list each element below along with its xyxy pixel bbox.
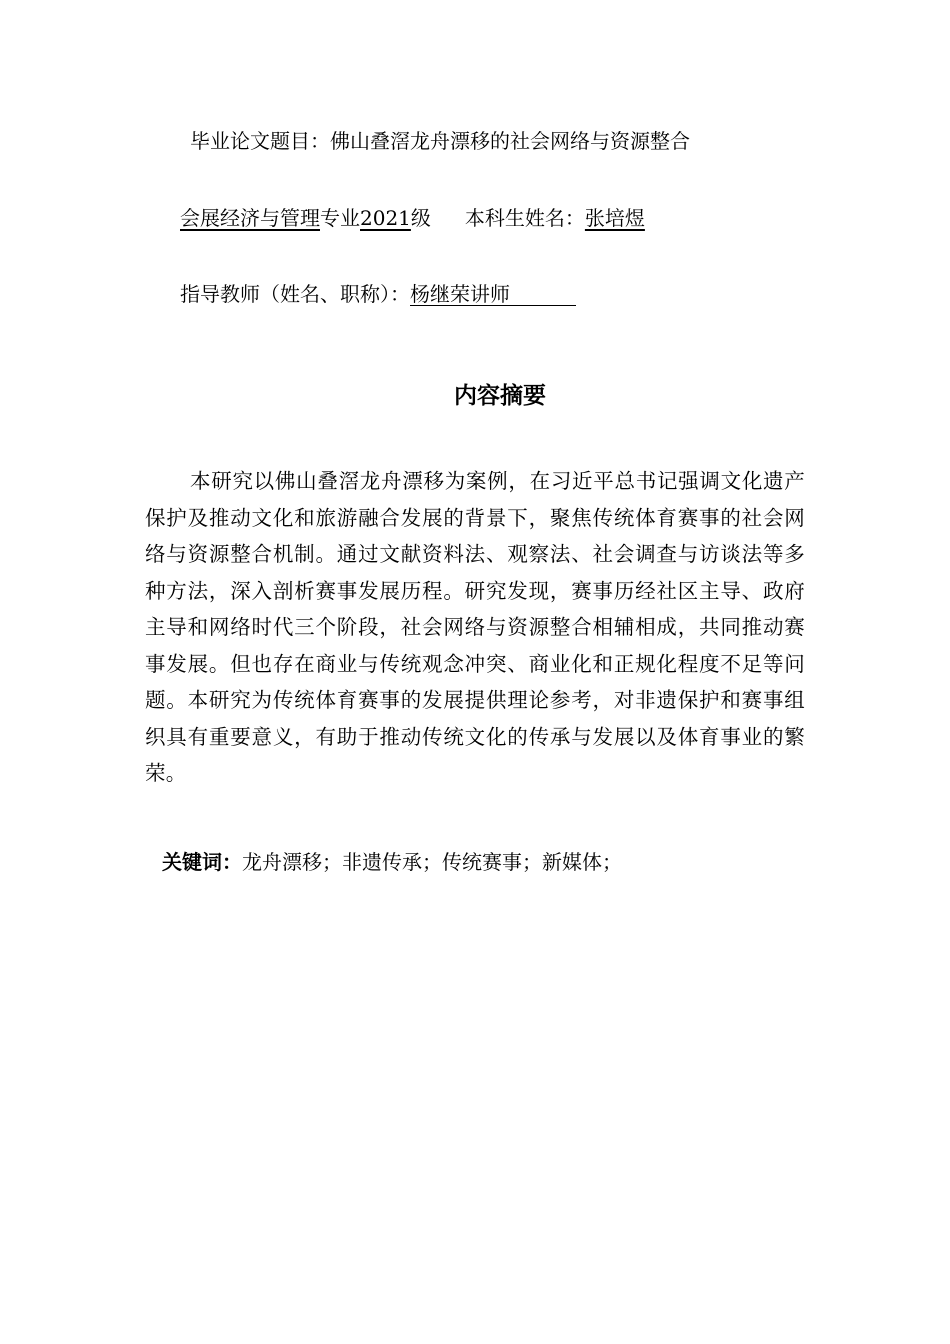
keyword-item: 龙舟漂移； xyxy=(242,850,342,874)
keywords-line xyxy=(162,848,622,876)
keyword-item: 传统赛事； xyxy=(442,850,542,874)
advisor-value: 杨继荣讲师 xyxy=(410,282,510,306)
major-value: 会展经济与管理 xyxy=(180,206,320,230)
grade-value: 2021 xyxy=(360,206,411,230)
advisor-label: 指导教师（姓名、职称）： xyxy=(180,282,410,306)
abstract-paragraph: 本研究以佛山叠滘龙舟漂移为案例，在习近平总书记强调文化遗产保护及推动文化和旅游融合发展的背景下，聚焦传统体育赛事的社会网络与资源整合机制。通过文献资料法、观察法、社会调查与访谈法等多种方法，深入剖析赛事发展历程。研究发现，赛事历经社区主导、政府主导和网络时代三个阶段，社会网络与资源整合相辅相成，共同推动赛事发展。但也存在商业与传统观念冲突、商业化和正规化程度不足等问题。本研究为传统体育赛事的发展提供理论参考，对非遗保护和赛事组织具有重要意义，有助于推动传统文化的传承与发展以及体育事业的繁荣。 xyxy=(145,469,805,785)
abstract-body xyxy=(145,463,805,792)
major-suffix: 专业 xyxy=(320,206,360,230)
keyword-item: 非遗传承； xyxy=(342,850,442,874)
thesis-title-label: 毕业论文题目： xyxy=(190,129,330,153)
advisor-blank-underline xyxy=(510,283,576,306)
thesis-title-line xyxy=(190,127,690,155)
abstract-heading: 内容摘要 xyxy=(454,383,546,409)
grade-suffix: 级 xyxy=(410,206,431,230)
advisor-line xyxy=(180,280,576,309)
student-name-label: 本科生姓名： xyxy=(464,206,585,230)
thesis-title-value: 佛山叠滘龙舟漂移的社会网络与资源整合 xyxy=(330,129,690,153)
keyword-item: 新媒体； xyxy=(542,850,622,874)
keywords-label: 关键词： xyxy=(162,850,242,874)
major-student-line xyxy=(180,204,645,232)
student-name-value: 张培煜 xyxy=(584,206,645,230)
